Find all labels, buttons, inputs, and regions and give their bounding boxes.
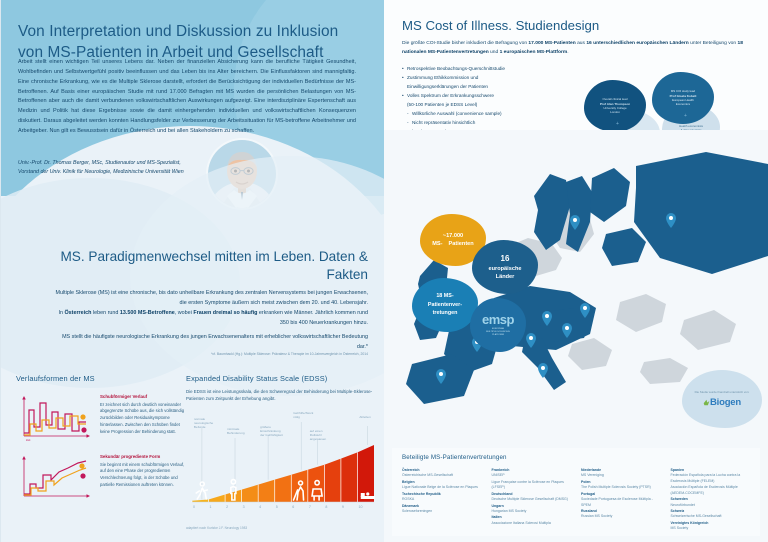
disease-course-title-relapsing: Schubförmiger Verlauf — [100, 394, 148, 399]
p2-bold-2: 13.500 MS-Betroffene — [119, 310, 175, 316]
lead-mid-2: unter Beteiligung von — [688, 41, 738, 46]
edss-bar — [192, 500, 209, 502]
panel-divider — [0, 0, 1, 542]
org-country: Niederlande — [581, 468, 602, 472]
study-design-bullet: • Zustimmung Ethikkommission und — [402, 73, 582, 82]
org-name: UNISEP — [491, 473, 505, 478]
study-design-lead — [402, 40, 754, 57]
org-country: Italien — [491, 515, 502, 520]
edss-annotation: minimale — [227, 427, 240, 431]
intro-paragraph: Arbeit stellt einen wichtigen Teil unseres Lebens dar. Neben der finanziellen Absicherung kann die berufliche Tätigkeit Gesundheit, Wohlbefinden und Selbstwertgefühl positiv beeinflussen und das Leben bis ins Alter bereichern. Die Einflussfaktoren sind mannigfaltig. Eine chronische Erkrankung, wie es die Multiple Sklerose darstellt, erfordert die Berücksichtigung der individuellen Bedürfnisse der MS-Betroffenen. Auf Basis einer europäischen Studie mit rund 17.000 Befragten mit MS wurden die persönlichen Belastungen von MS-Betroffenen aber auch die damit verbundenen volkswirtschaftlichen Auswirkungen aufgezeigt. Eine interdisziplinäre Expertenschaft aus Medizin und Politik hat diese Ergebnisse sowie die damit einhergehenden individuellen und volkswirtschaftlichen Konsequenzen diskutiert. Daraus abgeleitet werden konnten Handlungsfelder zur Verbesserung der Arbeitssituation für MS-betroffene Arbeitnehmer und Arbeitgeber. Nun gilt es Bewusstsein dafür in Österreich und bei allen Stakeholdern zu schaffen. — [18, 59, 356, 135]
edss-tick-label: 7 — [308, 505, 311, 509]
org-name: Scleroseforeningen — [402, 508, 433, 513]
edss-bar — [341, 452, 358, 502]
svg-text:Zeit: Zeit — [26, 439, 31, 442]
org-name: ROSKA — [402, 497, 415, 502]
study-design-bullet: • Retrospektive Beobachtungs-Querschnittstudie — [402, 64, 582, 73]
stat-countries-label-1: europäische — [488, 265, 522, 272]
study-design-bullet: - Willkürliche Auswahl (convenience sample) — [402, 109, 582, 118]
edss-bar — [324, 459, 341, 502]
stat-orgs-label-2: tretungen — [432, 310, 458, 317]
lead-mid-1: aus — [575, 41, 587, 46]
p2-pre: In — [58, 310, 65, 316]
lead-end: . — [567, 49, 569, 55]
edss-annotation: Befunde — [193, 425, 206, 429]
org-country: Belgien — [402, 479, 415, 484]
stat-orgs-label-1: Patientenver- — [427, 301, 463, 308]
org-country: Portugal — [581, 491, 596, 496]
lead-bold-2: 16 unterschiedlichen europäischen Ländern — [586, 41, 689, 46]
orgs-columns — [402, 468, 752, 533]
p2-post: erkranken wie Männer. Jährlich kommen rund 350 bis 400 Neuerkrankungen hinzu. — [257, 310, 368, 326]
paradigm-paragraph-1: Multiple Sklerose (MS) ist eine chronische, bis dato unheilbare Erkrankung des zentralen Nervensystems bei jungen Erwachsenen, die ersten Symptome äußern sich meist zwischen dem 20. und 40. Lebensjahr. — [55, 290, 368, 306]
orgs-column — [402, 468, 484, 533]
page-title: Von Interpretation und Diskussion zu Inklusion von MS-Patienten in Arbeit und Gesellschaft — [18, 23, 339, 61]
edss-annotation: der Gehfähigkeit — [260, 433, 283, 437]
blob-csl-line-4: Economics — [675, 102, 691, 107]
lead-bold-4: 1 europäischen MS-Plattform — [499, 49, 568, 55]
org-name: Hungarian MS Society — [491, 508, 527, 513]
org-country: Russland — [581, 508, 597, 513]
blob-ocl-line-1: Overall clinical lead — [602, 97, 628, 102]
stat-organisations — [412, 278, 478, 332]
disease-course-title-secondary: Sekundär progrediente Form — [100, 454, 161, 459]
paradigm-section — [0, 196, 384, 372]
org-country: Schweden — [670, 497, 688, 502]
edss-tick-label: 8 — [325, 505, 328, 509]
org-name: The Polish Multiple Sclerosis Society (PTSR) — [581, 485, 651, 490]
sponsor-note: Die Studie wurde finanziell unterstützt von: — [694, 390, 750, 395]
org-name: Ligue Française contre la Sclérose en Plaques (LFSEP) — [491, 479, 564, 490]
lead-bold-3: 18 nationalen MS-Patientenvertretungen — [402, 41, 743, 55]
org-country: Ungarn — [491, 503, 504, 508]
edss-annotation: Einschränkung — [260, 429, 281, 433]
p2-mid-1: leben rund — [91, 310, 120, 316]
sekundaer-progrediente-form-chart — [16, 454, 92, 504]
blob-ocl-line-2: Prof Alan Thompson — [599, 101, 631, 106]
plus-icon: + — [616, 121, 619, 127]
org-name: Asociación Española de Esclerosis Múltiple (AEDEM-COCEMFE) — [670, 485, 738, 495]
edss-bar — [275, 475, 292, 502]
emsp-sub-2: MULTIPLE SCLEROSIS — [486, 331, 510, 334]
edss-annotation: auf einen — [309, 429, 323, 433]
edss-tick-label: 4 — [259, 505, 262, 509]
emsp-sub-1: EUROPEAN — [491, 328, 505, 331]
blob-ocl-line-3: University College — [603, 106, 627, 111]
org-country: Deutschland — [491, 491, 513, 496]
edss-section — [178, 366, 384, 542]
edss-scale-chart — [186, 406, 378, 526]
org-name: Deutsche Multiple Sklerose Gesellschaft (DMSG) — [491, 497, 568, 502]
org-country: Frankreich — [491, 468, 510, 472]
org-name: Federación Española para la Lucha contra la Esclerosis Múltiple (FELEM) — [670, 473, 741, 483]
edss-annotation: Rollstuhl — [309, 433, 322, 437]
stat-orgs-value: 18 MS- — [436, 293, 454, 300]
edss-bar — [357, 445, 374, 502]
edss-tick-label: 9 — [341, 505, 344, 509]
stat-countries-label-2: Länder — [495, 274, 515, 280]
edss-annotation: Ableben — [359, 415, 371, 419]
edss-tick-label: 10 — [358, 505, 363, 509]
stat-patients-label-2: Patienten — [448, 241, 474, 247]
org-country: Spanien — [670, 468, 685, 472]
edss-source: adaptiert nach Kurtzke J.F. Neurology 1983 — [186, 526, 248, 530]
plus-icon: + — [684, 113, 687, 119]
edss-subtitle: Die EDSS ist eine Leistungsskala, die den Schweregrad der Behinderung bei Multiple-Sklerose-Patienten zum Zeitpunkt der Erhebung angibt. — [186, 389, 373, 402]
p2-bold-1: Österreich — [64, 310, 92, 316]
disease-course-text-secondary — [100, 454, 188, 489]
orgs-column — [581, 468, 663, 533]
emsp-sub-3: PLATFORM — [492, 333, 504, 336]
disease-course-text-relapsing — [100, 394, 188, 436]
blob-ocl-line-4: London — [610, 110, 620, 115]
disease-course-section — [0, 366, 196, 542]
byline-line-1: Univ.-Prof. Dr. Thomas Berger, MSc, Studienautor und MS-Spezialist, — [18, 160, 181, 166]
paradigm-source-note: *cf. Baumhackl (Hg.): Multiple Sklerose: Prävalenz & Therapie im 10-Jahresvergleich in Österreich, 2014 — [211, 352, 368, 356]
paradigm-paragraph-3: MS stellt die häufigste neurologische Erkrankung des jungen Erwachsenenalters mit erheblicher volkswirtschaftlicher Bedeutung dar.* — [62, 334, 368, 350]
blob-csl-line-2: Prof Gisela Kobelt — [669, 93, 697, 98]
edss-bar — [258, 480, 275, 502]
edss-bar — [291, 470, 308, 502]
stat-countries — [472, 240, 538, 294]
org-country: Polen — [581, 479, 591, 484]
biogen-mark-icon — [703, 399, 710, 406]
byline-line-2: Vorstand der Univ. Klinik für Neurologie, Medizinische Universität Wien — [18, 169, 184, 176]
edss-tick-label: 0 — [193, 505, 195, 509]
org-name: Österreichische MS-Gesellschaft — [402, 473, 453, 478]
blob-coi-study-lead — [652, 72, 714, 124]
blob-csl-line-1: MS COI study lead — [670, 89, 696, 94]
edss-tick-label: 5 — [275, 505, 278, 509]
orgs-heading: Beteiligte MS-Patientenvertretungen — [402, 454, 507, 461]
edss-tick-label: 6 — [292, 505, 295, 509]
org-name: Sociedade Portuguesa de Esclerose Múltipla - SPEM — [581, 497, 653, 507]
study-design-bullet: Einwilligungserklärungen der Patienten — [407, 84, 489, 90]
biogen-logo-text: Biogen — [710, 396, 741, 408]
org-name: MS Vereniging — [581, 473, 604, 478]
edss-tick-label: 1 — [209, 505, 212, 509]
p2-mid-2: , wobei — [174, 310, 194, 316]
edss-bar — [242, 485, 259, 502]
biogen-logo — [703, 397, 741, 408]
edss-annotation: neurologische — [193, 421, 214, 425]
stat-patients-label-1: MS- — [432, 241, 443, 247]
org-name: Ligue Nationale Belge de la Sclérose en Plaques — [402, 485, 478, 490]
participating-organisations — [392, 448, 760, 536]
p2-bold-3: Frauen dreimal so häufig — [193, 310, 258, 316]
edss-annotation: nötig — [293, 415, 300, 419]
edss-tick-label: 2 — [226, 505, 229, 509]
schubfoermiger-verlauf-chart — [16, 394, 92, 444]
org-name: Russian MS Society — [581, 514, 613, 519]
lead-bold-1: 17.000 MS-Patienten — [528, 41, 576, 46]
disease-course-body-secondary: Sie beginnt mit einem schubförmigen Verlauf, auf den eine Phase der progredienten Verschlechterung folgt, in der Schübe und partielle Remissionen auftreten können. — [100, 461, 185, 487]
emsp-logo-text: emsp — [482, 312, 514, 328]
orgs-column — [671, 468, 753, 533]
blob-csl-line-3: European Health — [672, 98, 694, 103]
right-panel — [384, 0, 768, 542]
study-design-title: MS Cost of Illness. Studiendesign — [402, 18, 600, 33]
org-name: MS Society — [670, 526, 689, 531]
org-country: Vereinigtes Königreich — [670, 520, 709, 525]
stat-patients-value: ~17.000 — [442, 232, 464, 239]
lead-pre: Die größte COI-Studie bisher inkludiert die Befragung von — [402, 41, 529, 46]
edss-bar — [209, 495, 226, 502]
edss-annotation: normale — [193, 417, 206, 421]
europe-map — [384, 130, 768, 430]
edss-annotation: Behinderung — [227, 431, 245, 435]
org-name: Schweizerische MS-Gesellschaft — [670, 514, 722, 519]
disease-course-heading: Verlaufsformen der MS — [16, 374, 95, 383]
edss-heading: Expanded Disability Status Scale (EDSS) — [186, 374, 328, 383]
blob-overall-clinical-lead — [584, 80, 646, 132]
sponsor-bubble — [682, 370, 762, 428]
blob-he-line-1: Health economists — [679, 123, 703, 128]
study-design-bullet: • Volles Spektrum der Erkrankungsschwere — [402, 91, 582, 100]
edss-annotation: größere — [260, 425, 271, 429]
paradigm-paragraph-2 — [50, 308, 368, 328]
emsp-logo-bubble — [470, 298, 526, 352]
orgs-column — [492, 468, 574, 533]
study-design-bullet: - Nicht repräsentativ hinsichtlich — [402, 118, 582, 127]
edss-annotation: angewiesen — [309, 437, 327, 441]
org-country: Dänemark — [402, 503, 419, 508]
org-country: Schweiz — [670, 508, 685, 513]
org-name: Neuroförbundet — [670, 502, 695, 507]
edss-tick-label: 3 — [242, 505, 245, 509]
stat-countries-value: 16 — [500, 253, 510, 263]
paradigm-title: MS. Paradigmenwechsel mitten im Leben. Daten & Fakten — [60, 249, 368, 282]
lead-mid-3: und — [488, 49, 500, 55]
edss-annotation: Gehhilfe/Stock — [293, 411, 314, 415]
emsp-subtitle — [486, 328, 510, 337]
org-name: Associazione Italiana Sclerosi Multipla — [491, 520, 551, 525]
study-design-bullet: (50-100 Patienten je EDSS Level) — [407, 102, 478, 108]
disease-course-body-relapsing: Er zeichnet sich durch deutlich voneinander abgegrenzte Schübe aus, die sich vollständig zurückbilden oder Residualsymptome hinterlassen. Zwischen den Schüben findet keine Progression der Behinderung statt. — [100, 401, 185, 434]
org-country: Tschechische Republik — [402, 491, 441, 496]
org-country: Österreich — [402, 468, 420, 472]
